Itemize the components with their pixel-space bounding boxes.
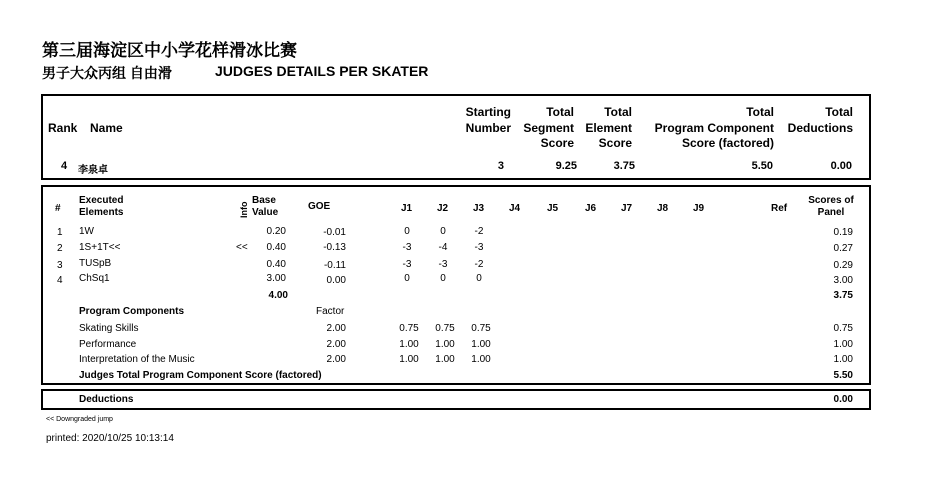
element-name: 1W bbox=[79, 226, 94, 237]
component-factor: 2.00 bbox=[326, 323, 346, 334]
component-factor: 2.00 bbox=[326, 339, 346, 350]
deductions-label: Deductions bbox=[79, 394, 134, 405]
program-components-header: Program Components bbox=[79, 306, 185, 317]
executed-elements-header: Executed Elements bbox=[79, 195, 124, 218]
elements-score-total: 3.75 bbox=[833, 290, 853, 301]
skater-rank: 4 bbox=[61, 160, 68, 172]
info-header: Info bbox=[239, 201, 249, 218]
element-base: 3.00 bbox=[266, 273, 286, 284]
skater-program-component: 5.50 bbox=[751, 160, 773, 172]
component-name: Skating Skills bbox=[79, 323, 139, 334]
component-j2: 0.75 bbox=[435, 323, 455, 334]
element-score-header: Total Element Score bbox=[585, 105, 632, 150]
element-j3: 0 bbox=[476, 273, 482, 284]
element-base: 0.40 bbox=[266, 242, 286, 253]
element-j1: 0 bbox=[404, 273, 410, 284]
judge-header-j2: J2 bbox=[437, 203, 449, 214]
report-title: JUDGES DETAILS PER SKATER bbox=[215, 63, 429, 79]
scores-of-panel-header: Scores of Panel bbox=[808, 195, 854, 218]
elements-base-total: 4.00 bbox=[268, 290, 288, 301]
element-j3: -2 bbox=[474, 226, 484, 237]
element-name: ChSq1 bbox=[79, 273, 110, 284]
skater-name: 李泉卓 bbox=[78, 165, 108, 176]
element-num: 4 bbox=[57, 275, 63, 286]
element-num: 1 bbox=[57, 227, 63, 238]
element-score: 0.19 bbox=[833, 227, 853, 238]
element-j1: -3 bbox=[402, 259, 412, 270]
judge-header-j5: J5 bbox=[547, 203, 559, 214]
judge-header-j1: J1 bbox=[401, 203, 413, 214]
component-j3: 1.00 bbox=[471, 339, 491, 350]
components-total-label: Judges Total Program Component Score (factored) bbox=[79, 370, 322, 381]
element-name: TUSpB bbox=[79, 258, 112, 269]
deductions-header: Total Deductions bbox=[787, 105, 853, 135]
judge-header-j4: J4 bbox=[509, 203, 521, 214]
component-j3: 0.75 bbox=[471, 323, 491, 334]
goe-header: GOE bbox=[308, 201, 331, 212]
rank-header: Rank bbox=[48, 121, 78, 135]
starting-number-header: Starting Number bbox=[465, 105, 511, 135]
component-score: 1.00 bbox=[833, 339, 853, 350]
element-base: 0.20 bbox=[266, 226, 286, 237]
element-goe: -0.13 bbox=[323, 242, 346, 253]
element-num: 3 bbox=[57, 260, 63, 271]
event-title: 第三届海淀区中小学花样滑冰比赛 bbox=[42, 41, 297, 60]
element-j3: -3 bbox=[474, 242, 484, 253]
element-goe: 0.00 bbox=[326, 275, 346, 286]
element-j2: -3 bbox=[438, 259, 448, 270]
element-score: 0.27 bbox=[833, 243, 853, 254]
component-j2: 1.00 bbox=[435, 354, 455, 365]
component-name: Performance bbox=[79, 339, 137, 350]
deductions-box bbox=[41, 389, 871, 410]
component-factor: 2.00 bbox=[326, 354, 346, 365]
skater-segment-score: 9.25 bbox=[555, 160, 577, 172]
component-j1: 1.00 bbox=[399, 339, 419, 350]
element-goe: -0.11 bbox=[323, 260, 346, 271]
judge-header-j6: J6 bbox=[585, 203, 597, 214]
factor-header: Factor bbox=[316, 306, 345, 317]
judge-header-j3: J3 bbox=[473, 203, 485, 214]
event-category: 男子大众丙组 自由滑 bbox=[42, 65, 172, 81]
element-name: 1S+1T<< bbox=[79, 242, 121, 253]
skater-element-score: 3.75 bbox=[613, 160, 635, 172]
element-j1: 0 bbox=[404, 226, 410, 237]
element-j2: 0 bbox=[440, 273, 446, 284]
component-j1: 1.00 bbox=[399, 354, 419, 365]
base-value-header: Base Value bbox=[252, 195, 279, 218]
element-j1: -3 bbox=[402, 242, 412, 253]
skater-deductions: 0.00 bbox=[830, 160, 852, 172]
component-name: Interpretation of the Music bbox=[79, 354, 195, 365]
element-j2: 0 bbox=[440, 226, 446, 237]
components-total-score: 5.50 bbox=[833, 370, 853, 381]
element-info: << bbox=[236, 242, 248, 253]
component-j3: 1.00 bbox=[471, 354, 491, 365]
component-j1: 0.75 bbox=[399, 323, 419, 334]
judge-header-j8: J8 bbox=[657, 203, 669, 214]
printed-timestamp: printed: 2020/10/25 10:13:14 bbox=[46, 433, 174, 444]
num-header: # bbox=[55, 203, 61, 214]
deductions-value: 0.00 bbox=[833, 394, 853, 405]
segment-score-header: Total Segment Score bbox=[523, 105, 574, 150]
component-j2: 1.00 bbox=[435, 339, 455, 350]
element-j2: -4 bbox=[438, 242, 448, 253]
ref-header: Ref bbox=[771, 203, 788, 214]
element-j3: -2 bbox=[474, 259, 484, 270]
element-score: 3.00 bbox=[833, 275, 853, 286]
program-component-header: Total Program Component Score (factored) bbox=[654, 105, 774, 150]
component-score: 0.75 bbox=[833, 323, 853, 334]
skater-starting-number: 3 bbox=[497, 160, 504, 172]
element-score: 0.29 bbox=[833, 260, 853, 271]
element-num: 2 bbox=[57, 243, 63, 254]
judge-header-j7: J7 bbox=[621, 203, 633, 214]
name-header: Name bbox=[90, 121, 123, 135]
element-base: 0.40 bbox=[266, 259, 286, 270]
footnote: << Downgraded jump bbox=[46, 416, 113, 423]
judge-header-j9: J9 bbox=[693, 203, 705, 214]
component-score: 1.00 bbox=[833, 354, 853, 365]
element-goe: -0.01 bbox=[323, 227, 346, 238]
